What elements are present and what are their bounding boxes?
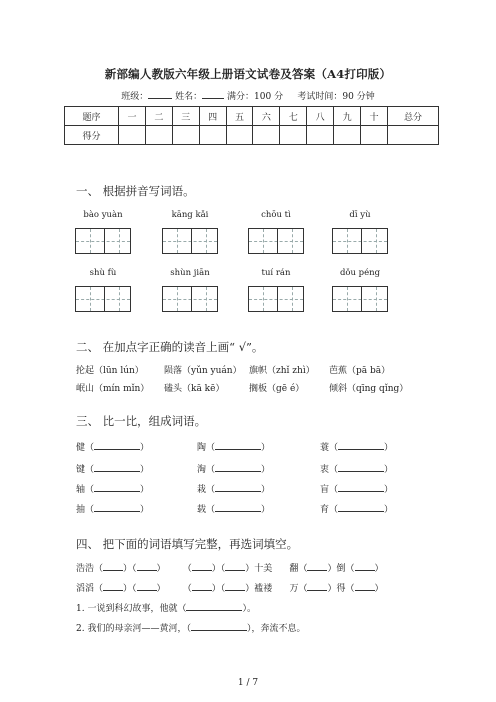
compare-item: 轴（ ） [76, 481, 149, 495]
idiom-text: 十美 [254, 564, 273, 574]
compare-char: 栽 [197, 485, 207, 495]
writing-grid[interactable] [162, 286, 218, 312]
question-text: 1. 一说到科幻故事，他就（ [76, 604, 187, 614]
writing-grid[interactable] [332, 228, 388, 254]
exam-time: 考试时间：90 分钟 [297, 92, 375, 102]
writing-grid[interactable] [248, 228, 304, 254]
idiom-text: 褴褛 [254, 584, 273, 594]
choice-item[interactable]: 芭蕉（pā bā） [329, 366, 391, 376]
answer-blank[interactable] [94, 439, 140, 450]
fill-question-1 [76, 600, 256, 614]
answer-blank[interactable] [338, 439, 384, 450]
score-cell[interactable] [226, 126, 253, 145]
pinyin: dī yù [349, 210, 371, 220]
pinyin: tuí rán [261, 268, 291, 278]
compare-char: 蓑 [320, 443, 330, 453]
pinyin: chōu tì [261, 210, 291, 220]
writing-grid[interactable] [162, 228, 218, 254]
section2-heading: 二、 在加点字正确的读音上画“ √”。 [76, 340, 264, 354]
writing-grid[interactable] [332, 286, 388, 312]
score-cell[interactable] [388, 126, 439, 145]
answer-blank[interactable] [225, 560, 245, 571]
compare-item: 载（ ） [197, 501, 270, 515]
question-text: ）。 [242, 604, 256, 614]
score-header: 八 [307, 107, 334, 126]
pinyin: shù fù [89, 268, 117, 278]
answer-blank[interactable] [307, 560, 327, 571]
question-text: ），奔流不息。 [246, 624, 306, 634]
score-header: 总分 [388, 107, 439, 126]
score-table [64, 106, 439, 145]
full-score: 满分：100 分 [227, 92, 284, 102]
answer-blank[interactable] [94, 501, 140, 512]
compare-char: 轴 [76, 485, 86, 495]
answer-blank[interactable] [215, 461, 261, 472]
writing-grid[interactable] [75, 286, 131, 312]
compare-item: 蓑（ ） [320, 439, 393, 453]
answer-blank[interactable] [94, 461, 140, 472]
answer-blank[interactable] [94, 481, 140, 492]
idiom-text: 得 [336, 584, 346, 594]
name-label: 姓名： [175, 92, 203, 102]
answer-blank[interactable] [137, 560, 157, 571]
score-header: 一 [119, 107, 146, 126]
class-label: 班级： [121, 92, 149, 102]
question-text: 2. 我们的母亲河——黄河，（ [76, 624, 191, 634]
answer-blank[interactable] [355, 560, 375, 571]
answer-blank[interactable] [215, 501, 261, 512]
choice-item[interactable]: 搁板（gē é） [249, 384, 305, 394]
compare-item: 衷（ ） [320, 461, 393, 475]
score-header: 二 [145, 107, 172, 126]
section3-heading: 三、 比一比，组成词语。 [76, 414, 207, 428]
idiom-line: 滔滔（ ）（ ） （ ）（ ）褴褛 万（ ）得（ ） [76, 580, 384, 594]
compare-char: 育 [320, 505, 330, 515]
fill-question-2 [76, 620, 305, 634]
score-header: 十 [361, 107, 388, 126]
answer-blank[interactable] [103, 560, 123, 571]
compare-char: 淘 [197, 465, 207, 475]
score-header: 六 [253, 107, 280, 126]
pinyin: bào yuàn [83, 210, 123, 220]
choice-item[interactable]: 岷山（mín mǐn） [76, 384, 150, 394]
class-blank[interactable] [148, 88, 172, 99]
exam-info [0, 88, 496, 102]
idiom-text: 万 [289, 584, 299, 594]
writing-grid[interactable] [248, 286, 304, 312]
answer-blank[interactable] [191, 620, 247, 631]
answer-blank[interactable] [338, 481, 384, 492]
pinyin: kāng kǎi [171, 210, 209, 220]
compare-item: 盲（ ） [320, 481, 393, 495]
answer-blank[interactable] [307, 580, 327, 591]
score-header: 五 [226, 107, 253, 126]
choice-item[interactable]: 旗帜（zhǐ zhì） [249, 366, 315, 376]
compare-char: 健 [76, 443, 86, 453]
section4-heading: 四、 把下面的词语填写完整，再选词填空。 [76, 537, 299, 551]
section1-heading: 一、 根据拼音写词语。 [76, 184, 195, 198]
score-table-score-row [65, 126, 439, 145]
idiom-text: 倒 [336, 564, 346, 574]
name-blank[interactable] [202, 88, 224, 99]
score-cell[interactable] [172, 126, 199, 145]
answer-blank[interactable] [103, 580, 123, 591]
compare-item: 抽（ ） [76, 501, 149, 515]
compare-item: 健（ ） [76, 439, 149, 453]
compare-char: 衷 [320, 465, 330, 475]
answer-blank[interactable] [192, 580, 212, 591]
score-header: 九 [334, 107, 361, 126]
answer-blank[interactable] [137, 580, 157, 591]
answer-blank[interactable] [186, 600, 242, 611]
score-cell[interactable] [199, 126, 226, 145]
answer-blank[interactable] [338, 501, 384, 512]
score-header: 七 [280, 107, 307, 126]
answer-blank[interactable] [225, 580, 245, 591]
score-cell[interactable] [280, 126, 307, 145]
compare-item: 栽（ ） [197, 481, 270, 495]
writing-grid[interactable] [75, 228, 131, 254]
choice-item[interactable]: 倾斜（qīng qǐng） [329, 384, 409, 394]
score-cell[interactable] [145, 126, 172, 145]
score-header: 三 [172, 107, 199, 126]
score-cell[interactable] [307, 126, 334, 145]
choice-item[interactable]: 抡起（lūn lún） [76, 366, 144, 376]
page-title: 新部编人教版六年级上册语文试卷及答案（A4打印版） [104, 67, 392, 81]
idiom-text: 翻 [289, 564, 299, 574]
compare-item: 陶（ ） [197, 439, 270, 453]
compare-item: 淘（ ） [197, 461, 270, 475]
answer-blank[interactable] [215, 481, 261, 492]
answer-blank[interactable] [192, 560, 212, 571]
answer-blank[interactable] [338, 461, 384, 472]
compare-char: 键 [76, 465, 86, 475]
score-row-label: 得分 [65, 126, 119, 145]
score-cell[interactable] [334, 126, 361, 145]
compare-char: 载 [197, 505, 207, 515]
choice-item[interactable]: 陨落（yǔn yuán） [164, 366, 242, 376]
score-header: 四 [199, 107, 226, 126]
answer-blank[interactable] [215, 439, 261, 450]
compare-char: 抽 [76, 505, 86, 515]
compare-item: 育（ ） [320, 501, 393, 515]
compare-char: 陶 [197, 443, 207, 453]
idiom-line: 浩浩（ ）（ ） （ ）（ ）十美 翻（ ）倒（ ） [76, 560, 384, 574]
idiom-text: 滔滔 [76, 584, 95, 594]
idiom-text: 浩浩 [76, 564, 95, 574]
page-number: 1 / 7 [237, 678, 259, 688]
score-table-header-row [65, 107, 439, 126]
compare-char: 盲 [320, 485, 330, 495]
compare-item: 键（ ） [76, 461, 149, 475]
answer-blank[interactable] [355, 580, 375, 591]
score-header: 题序 [65, 107, 119, 126]
score-cell[interactable] [119, 126, 146, 145]
choice-item[interactable]: 磕头（kā kē） [164, 384, 225, 394]
score-cell[interactable] [361, 126, 388, 145]
pinyin: dǒu péng [339, 268, 381, 278]
score-cell[interactable] [253, 126, 280, 145]
pinyin: shùn jiān [170, 268, 210, 278]
